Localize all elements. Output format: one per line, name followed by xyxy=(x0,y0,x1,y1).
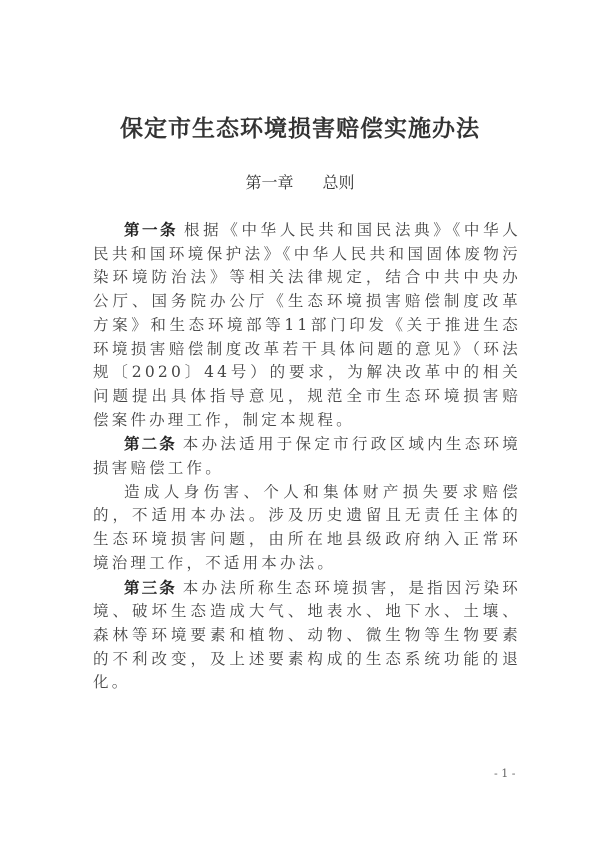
article-label: 第二条 xyxy=(124,434,177,454)
article-label: 第三条 xyxy=(124,577,177,597)
paragraph-article-1 xyxy=(93,218,521,432)
paragraph-article-2 xyxy=(93,432,521,480)
paragraph-article-2-clause xyxy=(93,481,521,576)
chapter-number: 第一章 xyxy=(245,173,294,192)
chapter-name: 总则 xyxy=(322,173,355,192)
article-text: 造成人身伤害、个人和集体财产损失要求赔偿的，不适用本办法。涉及历史遗留且无责任主体的生态环境损害问题，由所在地县级政府纳入正常环境治理工作，不适用本办法。 xyxy=(93,482,521,572)
document-title: 保定市生态环境损害赔偿实施办法 xyxy=(120,115,480,142)
article-text: 根据《中华人民共和国民法典》《中华人民共和国环境保护法》《中华人民共和国固体废物污染环境防治法》等相关法律规定，结合中共中央办公厅、国务院办公厅《生态环境损害赔偿制度改革方案》和生态环境部等11部门印发《关于推进生态环境损害赔偿制度改革若干具体问题的意见》（环法规〔2020〕44号）的要求，为解决改革中的相关问题提出具体指导意见，规范全市生态环境损害赔偿案件办理工作，制定本规程。 xyxy=(93,221,521,429)
chapter-heading xyxy=(0,170,600,193)
article-label: 第一条 xyxy=(124,220,178,239)
article-text: 本办法适用于保定市行政区域内生态环境损害赔偿工作。 xyxy=(93,435,521,478)
document-body xyxy=(93,218,521,695)
paragraph-article-3 xyxy=(93,576,521,696)
page-number: - 1 - xyxy=(494,767,516,780)
article-text: 本办法所称生态环境损害，是指因污染环境、破坏生态造成大气、地表水、地下水、土壤、森林等环境要素和植物、动物、微生物等生物要素的不利改变，及上述要素构成的生态系统功能的退化。 xyxy=(93,578,521,692)
